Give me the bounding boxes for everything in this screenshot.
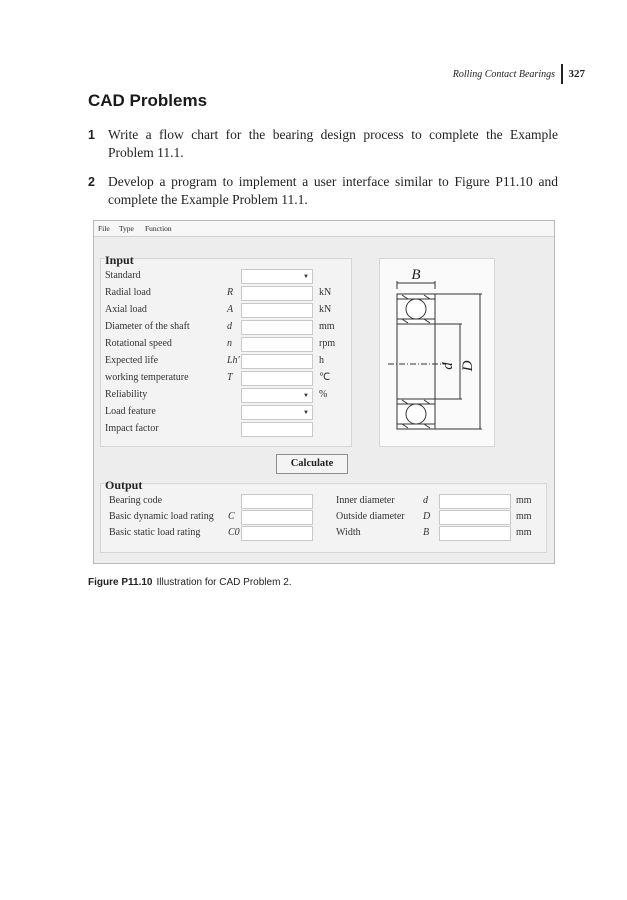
header-divider	[561, 64, 563, 84]
header-title: Rolling Contact Bearings	[452, 68, 555, 80]
menu-function[interactable]: Function	[145, 224, 172, 233]
input-unit: %	[319, 389, 328, 400]
bearing-diagram	[380, 259, 494, 446]
output-label: Basic static load rating	[109, 527, 201, 538]
input-dropdown[interactable]	[241, 405, 313, 420]
running-header	[453, 64, 585, 84]
input-field[interactable]	[241, 337, 313, 352]
label-B: B	[411, 267, 421, 283]
input-title: Input	[105, 253, 134, 267]
output-symbol: C	[228, 511, 235, 522]
output-label: Outside diameter	[336, 511, 405, 522]
output-field[interactable]	[241, 494, 313, 509]
input-label: Diameter of the shaft	[105, 321, 190, 332]
bearing-diagram-panel	[379, 258, 495, 447]
output-label: Inner diameter	[336, 495, 395, 506]
problem-2	[88, 173, 558, 209]
problem-text: Write a flow chart for the bearing design process to complete the Example Problem 11.1.	[108, 127, 558, 160]
input-unit: h	[319, 355, 324, 366]
input-label: Expected life	[105, 355, 159, 366]
input-unit: kN	[319, 304, 332, 315]
menu-bar	[94, 221, 554, 237]
output-unit: mm	[516, 527, 532, 538]
output-field[interactable]	[439, 526, 511, 541]
input-symbol: T	[227, 372, 233, 383]
input-field[interactable]	[241, 320, 313, 335]
output-symbol: B	[423, 527, 430, 538]
input-dropdown[interactable]	[241, 388, 313, 403]
input-label: Rotational speed	[105, 338, 172, 349]
problem-text: Develop a program to implement a user interface similar to Figure P11.10 and complete the Example Problem 11.1.	[108, 174, 558, 207]
input-symbol: Lh'	[227, 355, 240, 366]
caption-label: Figure P11.10	[88, 577, 153, 588]
output-unit: mm	[516, 511, 532, 522]
output-symbol: d	[423, 495, 428, 506]
input-symbol: A	[227, 304, 234, 315]
input-dropdown[interactable]	[241, 269, 313, 284]
menu-type[interactable]: Type	[119, 224, 134, 233]
figure-caption	[88, 577, 292, 588]
input-label: Impact factor	[105, 423, 159, 434]
calculate-button[interactable]: Calculate	[276, 454, 348, 474]
input-field[interactable]	[241, 354, 313, 369]
input-unit: mm	[319, 321, 335, 332]
chevron-down-icon: ▼	[303, 410, 309, 416]
output-field[interactable]	[241, 526, 313, 541]
output-field[interactable]	[241, 510, 313, 525]
output-title: Output	[105, 478, 143, 492]
input-label: Reliability	[105, 389, 148, 400]
input-field[interactable]	[241, 303, 313, 318]
input-field[interactable]	[241, 422, 313, 437]
input-label: Axial load	[105, 304, 147, 315]
input-symbol: n	[227, 338, 232, 349]
output-label: Basic dynamic load rating	[109, 511, 214, 522]
input-unit: ℃	[319, 372, 331, 383]
output-label: Bearing code	[109, 495, 163, 506]
output-field[interactable]	[439, 510, 511, 525]
input-field[interactable]	[241, 286, 313, 301]
input-field[interactable]	[241, 371, 313, 386]
output-symbol: D	[423, 511, 431, 522]
section-title: CAD Problems	[88, 91, 208, 110]
problem-number: 1	[88, 128, 95, 142]
output-unit: mm	[516, 495, 532, 506]
page-number: 327	[568, 68, 585, 80]
output-label: Width	[336, 527, 361, 538]
label-d: d	[440, 362, 456, 370]
input-label: Standard	[105, 270, 141, 281]
input-symbol: R	[227, 287, 234, 298]
chevron-down-icon: ▼	[303, 393, 309, 399]
label-D: D	[460, 360, 476, 372]
input-symbol: d	[227, 321, 232, 332]
caption-text: Illustration for CAD Problem 2.	[156, 577, 292, 588]
problem-number: 2	[88, 175, 95, 189]
problem-1	[88, 126, 558, 162]
input-unit: kN	[319, 287, 332, 298]
chevron-down-icon: ▼	[303, 274, 309, 280]
input-label: working temperature	[105, 372, 189, 383]
menu-file[interactable]: File	[98, 224, 110, 233]
input-unit: rpm	[319, 338, 336, 349]
output-field[interactable]	[439, 494, 511, 509]
app-window	[93, 220, 555, 564]
input-label: Load feature	[105, 406, 156, 417]
input-label: Radial load	[105, 287, 151, 298]
output-symbol: C0	[228, 527, 240, 538]
